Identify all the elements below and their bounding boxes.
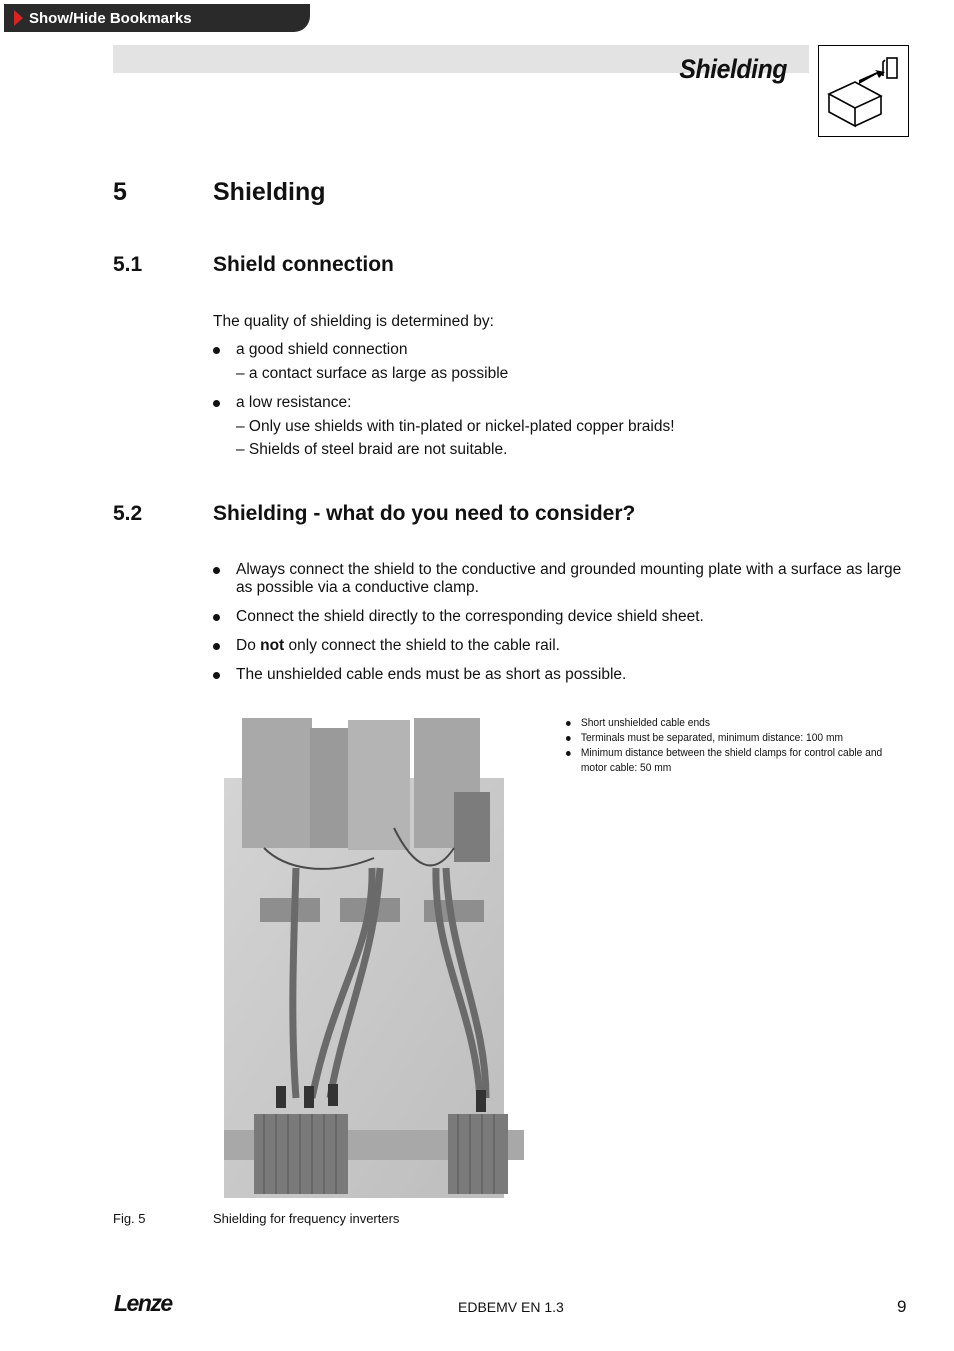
shielding-photo [224, 718, 524, 1200]
section-5-2-number: 5.2 [113, 502, 143, 525]
bullet-icon [213, 567, 220, 574]
bullet-icon [566, 736, 571, 741]
list-item: Terminals must be separated, minimum distance: 100 mm [566, 731, 892, 746]
list-item: Minimum distance between the shield clamps for control cable and motor cable: 50 mm [566, 746, 892, 776]
bullet-icon [566, 751, 571, 756]
section-5-2-title: Shielding - what do you need to consider? [213, 502, 636, 525]
figure-caption: Shielding for frequency inverters [213, 1211, 400, 1226]
list-item: Do not only connect the shield to the cable rail. [213, 637, 560, 655]
lenze-logo: Lenze [114, 1290, 172, 1316]
section-5-title: Shielding [213, 178, 326, 206]
bullet-icon [213, 347, 220, 354]
section-5-1-number: 5.1 [113, 253, 143, 276]
figure-notes [566, 716, 892, 776]
list-subitem: – Only use shields with tin-plated or nickel-plated copper braids! [236, 418, 675, 435]
list-item: The unshielded cable ends must be as short as possible. [213, 666, 626, 684]
show-hide-bookmarks-button[interactable] [4, 4, 310, 32]
bookmarks-label: Show/Hide Bookmarks [29, 9, 192, 27]
list-item: Always connect the shield to the conductive and grounded mounting plate with a surface as large as possible via a conductive clamp. [213, 561, 913, 597]
header-title: Shielding [679, 54, 787, 84]
list-item: a good shield connection [213, 341, 408, 359]
bullet-icon [213, 672, 220, 679]
list-item: a low resistance: [213, 394, 351, 412]
list-subitem: – Shields of steel braid are not suitable. [236, 441, 508, 458]
figure-label: Fig. 5 [113, 1211, 146, 1226]
section-5-number: 5 [113, 178, 127, 206]
shield-chapter-icon [818, 45, 909, 137]
list-item: Short unshielded cable ends [566, 716, 892, 731]
document-code: EDBEMV EN 1.3 [458, 1299, 564, 1315]
bullet-icon [213, 614, 220, 621]
section-5-1-intro: The quality of shielding is determined by: [213, 313, 494, 330]
list-subitem: – a contact surface as large as possible [236, 365, 509, 382]
bullet-icon [566, 721, 571, 726]
triangle-right-icon [14, 10, 23, 26]
list-item: Connect the shield directly to the corresponding device shield sheet. [213, 608, 704, 626]
bullet-icon [213, 643, 220, 650]
section-5-1-title: Shield connection [213, 253, 394, 276]
page-number: 9 [897, 1297, 907, 1316]
bullet-icon [213, 400, 220, 407]
